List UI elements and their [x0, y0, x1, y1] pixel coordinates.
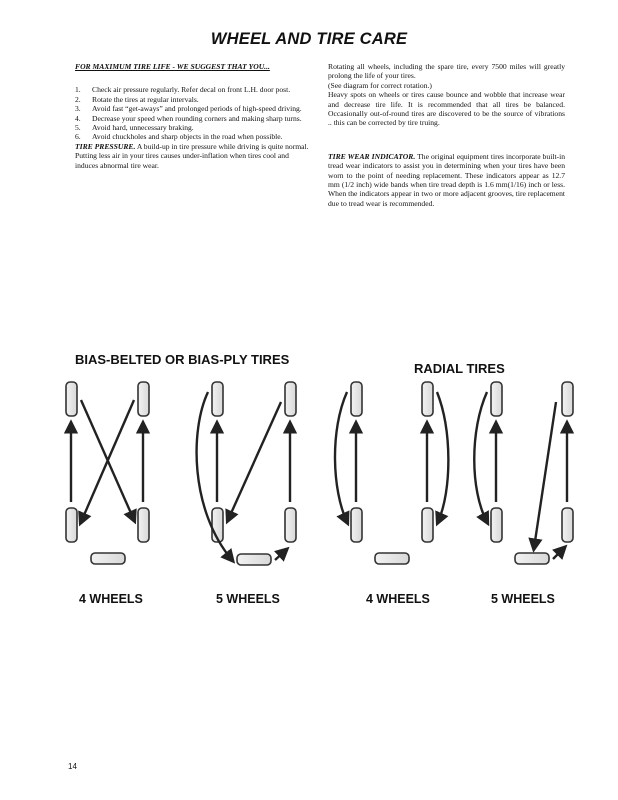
list-item: 3. Avoid fast “get-aways” and prolonged periods of high-speed driving. [75, 104, 302, 114]
bias-4-wheels-label: 4 WHEELS [79, 592, 143, 606]
rotation-note: (See diagram for correct rotation.) [328, 80, 432, 90]
tire-icon [138, 382, 149, 416]
tire-life-lead: FOR MAXIMUM TIRE LIFE - WE SUGGEST THAT YOU... [75, 62, 270, 71]
radial-tires-title: RADIAL TIRES [414, 361, 505, 376]
page-title: WHEEL AND TIRE CARE [210, 30, 408, 48]
bias-5-wheels-label: 5 WHEELS [216, 592, 280, 606]
list-item: 2. Rotate the tires at regular intervals. [75, 94, 199, 104]
wear-indicator-paragraph: TIRE WEAR INDICATOR. The original equipment tires incorporate built-in tread wear indicators to assist you in determining when your tires have been worn to the point of needing replacement. These indicators appear as 12.7 mm (1/2 inch) wide bands when tire tread depth is 1.6 mm(1/16) inch or less. When the indicators appear in two or more adjacent grooves, tire replacement due to tread wear is recommended. [328, 151, 565, 208]
tire-icon [138, 508, 149, 542]
radial-4-wheels-label: 4 WHEELS [366, 592, 430, 606]
spare-tire-icon [91, 553, 125, 564]
list-item: 6. Avoid chuckholes and sharp objects in the road when possible. [75, 132, 283, 142]
list-item: 1. Check air pressure regularly. Refer decal on front L.H. door post. [75, 85, 291, 95]
tire-pressure-paragraph: TIRE PRESSURE. A build-up in tire pressure while driving is quite normal. Putting less air in your tires causes under-inflation when tires cool and induces abnormal tire wear. [75, 141, 309, 170]
radial-5-wheels-label: 5 WHEELS [491, 592, 555, 606]
tire-pressure-heading: TIRE PRESSURE. [75, 141, 136, 151]
page-number: 14 [68, 762, 77, 771]
list-item: 5. Avoid hard, unnecessary braking. [75, 123, 194, 133]
tire-icon [66, 508, 77, 542]
bias-tires-title: BIAS-BELTED OR BIAS-PLY TIRES [75, 352, 290, 367]
tire-icon [66, 382, 77, 416]
balance-paragraph: Heavy spots on wheels or tires cause bounce and wobble that increase wear and decrease tire life. It is recommended that all tires be balanced. Occasionally out-of-round tires are discovered to be the source of vibrations .. this can be corrected by tire truing. [328, 90, 565, 128]
rotation-paragraph: Rotating all wheels, including the spare tire, every 7500 miles will greatly prolong the life of your tires. [328, 62, 565, 81]
wear-indicator-heading: TIRE WEAR INDICATOR. [328, 151, 416, 161]
list-item: 4. Decrease your speed when rounding corners and making sharp turns. [75, 113, 302, 123]
